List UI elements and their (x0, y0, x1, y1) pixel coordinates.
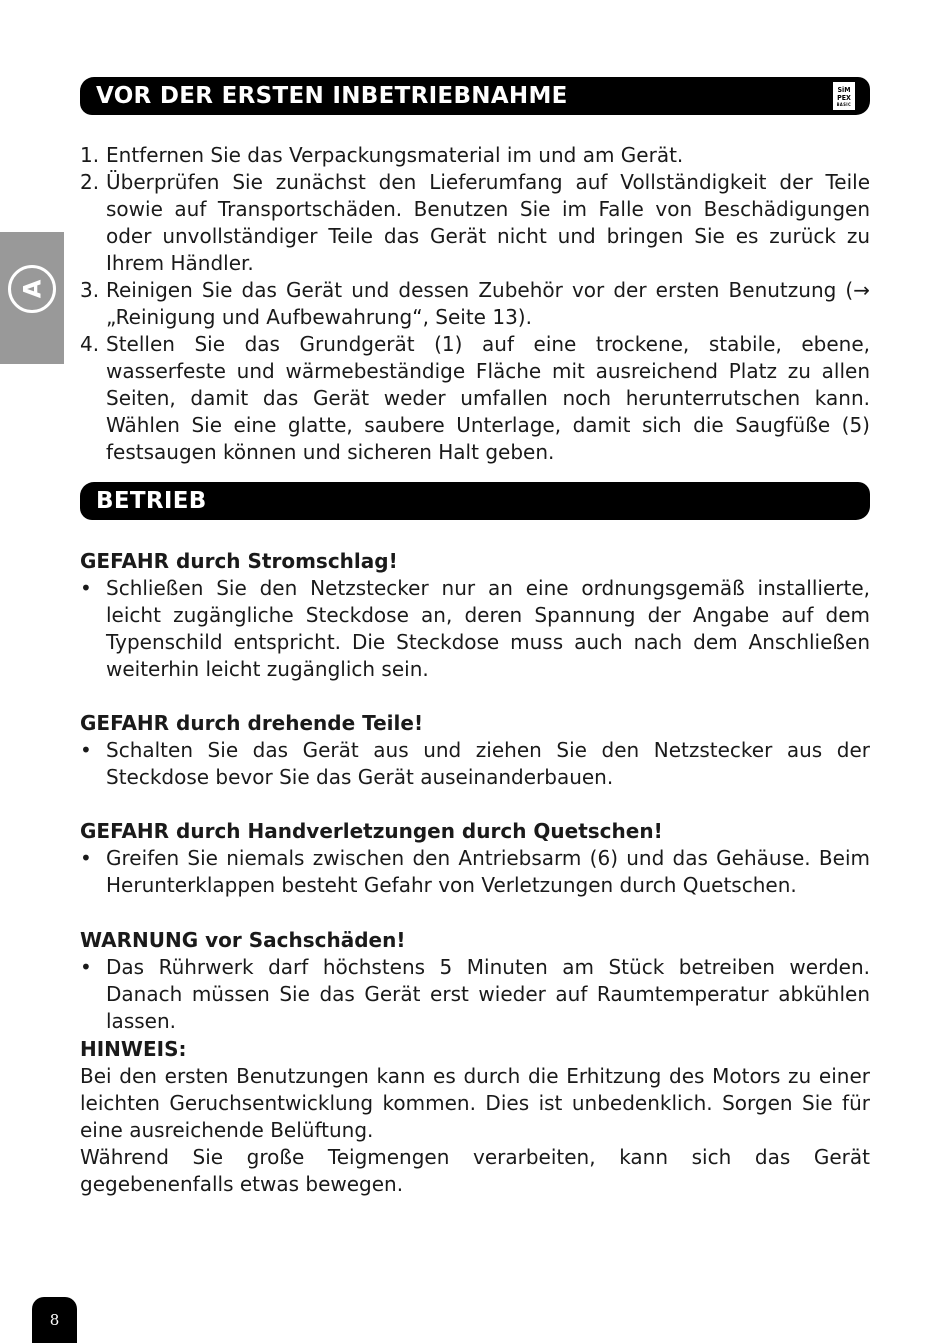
bullet: • (80, 576, 92, 600)
page-number: 8 (32, 1297, 77, 1343)
item-number: 1. (80, 143, 100, 167)
note-body (80, 1063, 870, 1198)
section-header-operation (80, 482, 870, 520)
section-title: BETRIEB (96, 488, 207, 514)
warning-bullet-item (80, 845, 870, 899)
bullet: • (80, 846, 92, 870)
section-title: VOR DER ERSTEN INBETRIEBNAHME (96, 83, 568, 109)
section-header-first-use (80, 77, 870, 115)
language-badge (8, 265, 56, 313)
note-heading: HINWEIS: (80, 1037, 187, 1061)
list-item (80, 142, 870, 169)
item-number: 3. (80, 278, 100, 302)
warning-text: Schalten Sie das Gerät aus und ziehen Sie den Netzstecker aus der Steckdose bevor Sie das Gerät auseinanderbauen. (106, 738, 870, 789)
warning-bullet-item (80, 575, 870, 683)
bullet: • (80, 738, 92, 762)
simpex-basic-logo: SiM PEX BASIC (832, 81, 856, 111)
item-text: Überprüfen Sie zunächst den Lieferumfang auf Vollständigkeit der Teile sowie auf Transportschäden. Benutzen Sie im Falle von Beschädigungen oder unvollständiger Teile das Gerät nicht und bringen Sie es zurück zu Ihrem Händler. (106, 170, 870, 275)
language-letter: A (17, 279, 46, 299)
item-text: Entfernen Sie das Verpackungsmaterial im und am Gerät. (106, 143, 684, 167)
warning-heading: GEFAHR durch Handverletzungen durch Quetschen! (80, 819, 663, 843)
warning-text: Schließen Sie den Netzstecker nur an eine ordnungsgemäß installierte, leicht zugängliche Steckdose an, deren Spannung der Angabe auf dem Typenschild entspricht. Die Steckdose muss auch nach dem Anschließen weiterhin leicht zugänglich sein. (106, 576, 870, 681)
warning-heading: WARNUNG vor Sachschäden! (80, 928, 406, 952)
warning-text: Das Rührwerk darf höchstens 5 Minuten am Stück betreiben werden. Danach müssen Sie das Gerät erst wieder auf Raumtemperatur abkühlen lassen. (106, 955, 870, 1033)
first-use-steps (80, 142, 870, 466)
bullet: • (80, 955, 92, 979)
list-item (80, 331, 870, 466)
list-item (80, 169, 870, 277)
note-paragraph: Während Sie große Teigmengen verarbeiten, kann sich das Gerät gegebenenfalls etwas bewegen. (80, 1145, 870, 1196)
warning-heading: GEFAHR durch Stromschlag! (80, 549, 398, 573)
warning-text: Greifen Sie niemals zwischen den Antriebsarm (6) und das Gehäuse. Beim Herunterklappen besteht Gefahr von Verletzungen durch Quetschen. (106, 846, 870, 897)
note-paragraph: Bei den ersten Benutzungen kann es durch die Erhitzung des Motors zu einer leichten Geruchsentwicklung kommen. Dies ist unbedenklich. Sorgen Sie für eine ausreichende Belüftung. (80, 1064, 870, 1142)
warning-heading: GEFAHR durch drehende Teile! (80, 711, 424, 735)
item-number: 4. (80, 332, 100, 356)
warning-bullet-item (80, 954, 870, 1035)
item-text: Stellen Sie das Grundgerät (1) auf eine trockene, stabile, ebene, wasserfeste und wärmebeständige Fläche mit ausreichend Platz zu allen Seiten, damit das Gerät weder umfallen noch herunterrutschen kann. Wählen Sie eine glatte, saubere Unterlage, damit sich die Saugfüße (5) festsaugen können und sicheren Halt geben. (106, 332, 870, 464)
warning-bullet-item (80, 737, 870, 791)
list-item (80, 277, 870, 331)
item-text: Reinigen Sie das Gerät und dessen Zubehör vor der ersten Benutzung (→ „Reinigung und Aufbewahrung“, Seite 13). (106, 278, 870, 329)
item-number: 2. (80, 170, 100, 194)
